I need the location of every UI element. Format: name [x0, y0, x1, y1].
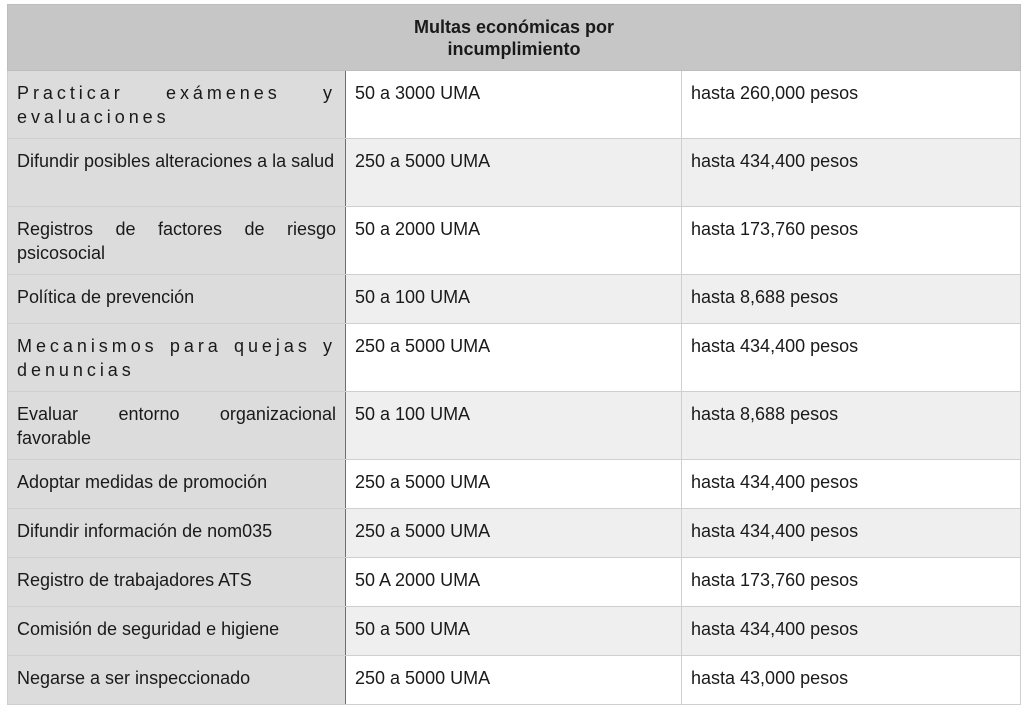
fines-table — [7, 4, 1021, 705]
max-amount-cell: hasta 434,400 pesos — [682, 139, 1021, 207]
uma-range-cell: 250 a 5000 UMA — [346, 656, 682, 705]
table-row — [8, 71, 1021, 139]
max-amount-cell: hasta 8,688 pesos — [682, 275, 1021, 324]
uma-range-cell: 50 a 100 UMA — [346, 392, 682, 460]
table-row — [8, 139, 1021, 207]
uma-range-cell: 50 a 3000 UMA — [346, 71, 682, 139]
concept-cell: Negarse a ser inspeccionado — [8, 656, 346, 705]
uma-range-cell: 250 a 5000 UMA — [346, 460, 682, 509]
concept-cell: Política de prevención — [8, 275, 346, 324]
concept-cell: Mecanismos para quejas y denuncias — [8, 324, 346, 392]
uma-range-cell: 50 a 100 UMA — [346, 275, 682, 324]
table-row — [8, 558, 1021, 607]
concept-cell: Practicar exámenes y evaluaciones — [8, 71, 346, 139]
max-amount-cell: hasta 434,400 pesos — [682, 460, 1021, 509]
fines-table-container — [7, 4, 1020, 705]
concept-cell: Registro de trabajadores ATS — [8, 558, 346, 607]
concept-cell: Difundir información de nom035 — [8, 509, 346, 558]
concept-cell: Registros de factores de riesgo psicosocial — [8, 207, 346, 275]
table-row — [8, 656, 1021, 705]
table-header-row — [8, 5, 1021, 71]
table-row — [8, 509, 1021, 558]
uma-range-cell: 50 a 500 UMA — [346, 607, 682, 656]
concept-cell: Adoptar medidas de promoción — [8, 460, 346, 509]
max-amount-cell: hasta 434,400 pesos — [682, 509, 1021, 558]
table-title-text: Multas económicas por incumplimiento — [413, 16, 615, 59]
max-amount-cell: hasta 173,760 pesos — [682, 207, 1021, 275]
table-row — [8, 207, 1021, 275]
concept-cell: Comisión de seguridad e higiene — [8, 607, 346, 656]
uma-range-cell: 250 a 5000 UMA — [346, 139, 682, 207]
table-row — [8, 275, 1021, 324]
concept-cell: Evaluar entorno organizacional favorable — [8, 392, 346, 460]
max-amount-cell: hasta 434,400 pesos — [682, 324, 1021, 392]
table-title — [8, 5, 1021, 71]
table-row — [8, 392, 1021, 460]
uma-range-cell: 250 a 5000 UMA — [346, 324, 682, 392]
uma-range-cell: 50 a 2000 UMA — [346, 207, 682, 275]
table-row — [8, 460, 1021, 509]
table-row — [8, 324, 1021, 392]
max-amount-cell: hasta 173,760 pesos — [682, 558, 1021, 607]
max-amount-cell: hasta 434,400 pesos — [682, 607, 1021, 656]
max-amount-cell: hasta 43,000 pesos — [682, 656, 1021, 705]
table-row — [8, 607, 1021, 656]
max-amount-cell: hasta 260,000 pesos — [682, 71, 1021, 139]
uma-range-cell: 50 A 2000 UMA — [346, 558, 682, 607]
concept-cell: Difundir posibles alteraciones a la salud — [8, 139, 346, 207]
max-amount-cell: hasta 8,688 pesos — [682, 392, 1021, 460]
uma-range-cell: 250 a 5000 UMA — [346, 509, 682, 558]
